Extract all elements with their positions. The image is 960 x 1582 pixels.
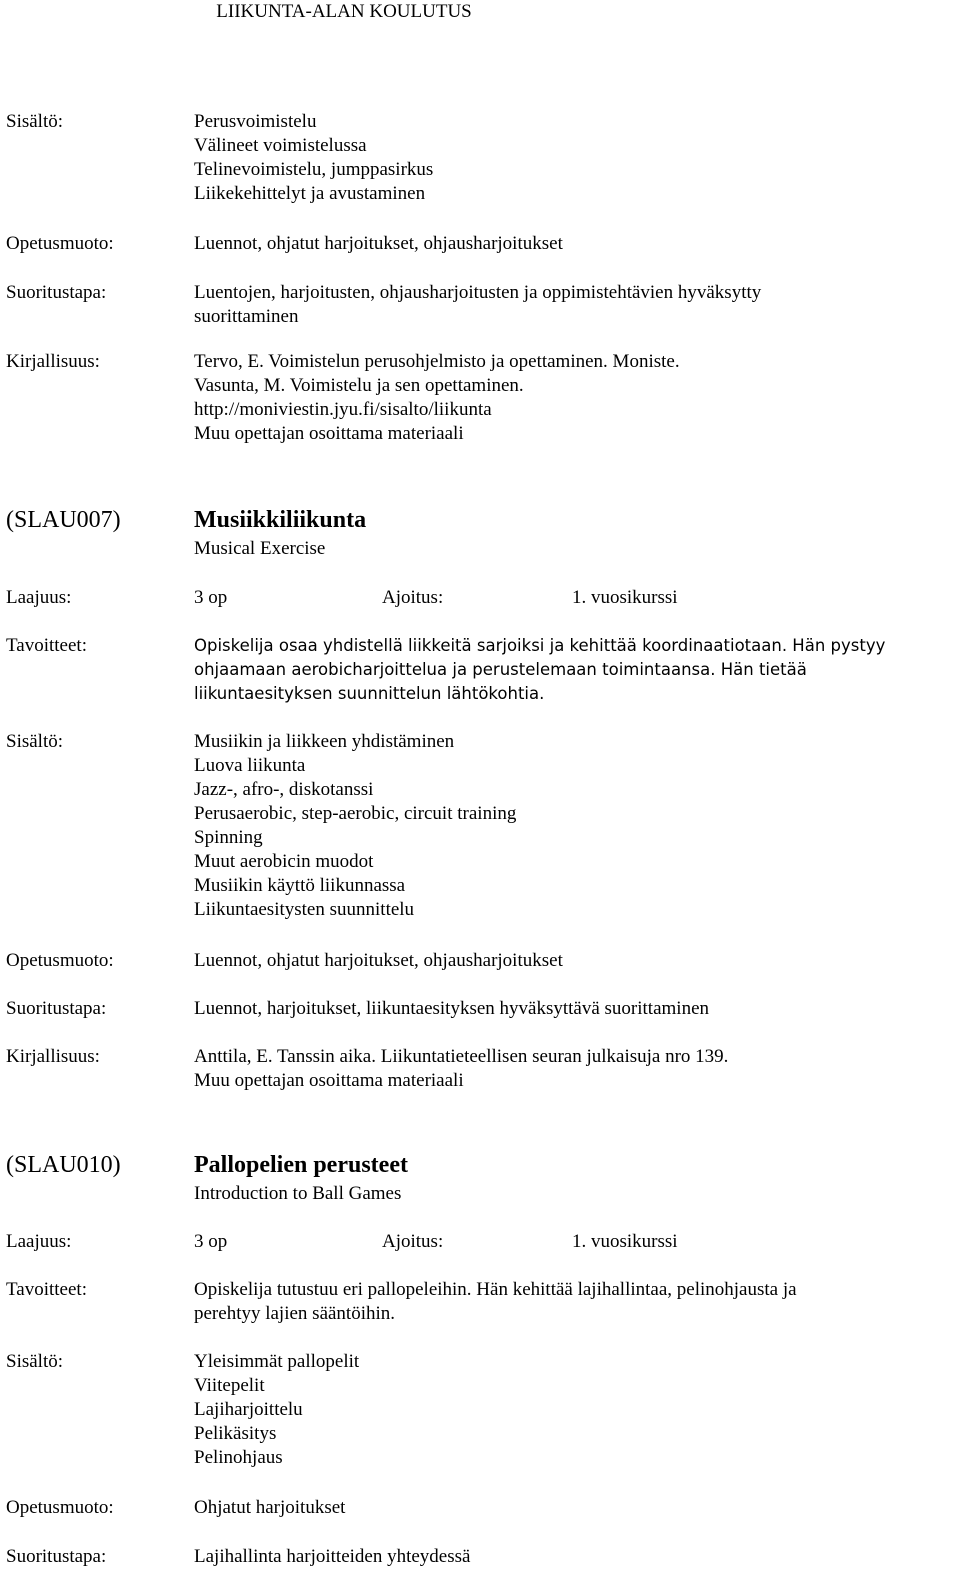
- list-item: Musiikin käyttö liikunnassa: [194, 875, 406, 896]
- list-item: Muut aerobicin muodot: [194, 851, 374, 872]
- text-line: Opiskelija tutustuu eri pallopeleihin. Hän kehittää lajihallintaa, pelinohjausta ja: [194, 1279, 797, 1300]
- text-line: perehtyy lajien sääntöihin.: [194, 1303, 396, 1324]
- sisalto-list: [194, 730, 956, 922]
- list-item: Perusvoimistelu: [194, 111, 317, 132]
- list-item: Musiikin ja liikkeen yhdistäminen: [194, 731, 455, 752]
- list-item: Liikekehittelyt ja avustaminen: [194, 183, 426, 204]
- list-item: Jazz-, afro-, diskotanssi: [194, 779, 374, 800]
- course-subtitle: Introduction to Ball Games: [194, 1183, 402, 1204]
- course-code: (SLAU007): [6, 507, 121, 533]
- tavoitteet-text: [194, 634, 956, 706]
- ajoitus-value: 1. vuosikurssi: [572, 587, 678, 608]
- ajoitus-label: Ajoitus:: [382, 587, 444, 608]
- list-item: Telinevoimistelu, jumppasirkus: [194, 159, 434, 180]
- prev-opetusmuoto-value: Luennot, ohjatut harjoitukset, ohjausharjoitukset: [194, 233, 563, 254]
- document-title: LIIKUNTA-ALAN KOULUTUS: [216, 1, 472, 22]
- list-item: Muu opettajan osoittama materiaali: [194, 423, 464, 444]
- laajuus-label: Laajuus:: [6, 587, 72, 608]
- opetusmuoto-value: Ohjatut harjoitukset: [194, 1497, 346, 1518]
- prev-sisalto-list: [194, 110, 956, 206]
- list-item: http://moniviestin.jyu.fi/sisalto/liikunta: [194, 399, 492, 420]
- list-item: Yleisimmät pallopelit: [194, 1351, 360, 1372]
- course-meta-row: [6, 586, 956, 610]
- list-item: Luova liikunta: [194, 755, 306, 776]
- course-meta-row: [6, 1230, 956, 1254]
- prev-kirjallisuus-list: [194, 350, 956, 446]
- kirjallisuus-list: [194, 1045, 956, 1093]
- sisalto-list: [194, 1350, 956, 1470]
- suoritustapa-value: Luennot, harjoitukset, liikuntaesityksen hyväksyttävä suorittaminen: [194, 998, 710, 1019]
- sisalto-label: Sisältö:: [6, 111, 64, 132]
- list-item: Pelikäsitys: [194, 1423, 277, 1444]
- list-item: Pelinohjaus: [194, 1447, 283, 1468]
- opetusmuoto-label: Opetusmuoto:: [6, 950, 114, 971]
- kirjallisuus-label: Kirjallisuus:: [6, 351, 100, 372]
- tavoitteet-text: [194, 1278, 956, 1326]
- text-line: suorittaminen: [194, 306, 299, 327]
- suoritustapa-label: Suoritustapa:: [6, 1546, 107, 1567]
- list-item: Välineet voimistelussa: [194, 135, 367, 156]
- list-item: Tervo, E. Voimistelun perusohjelmisto ja opettaminen. Moniste.: [194, 351, 680, 372]
- suoritustapa-label: Suoritustapa:: [6, 282, 107, 303]
- text-line: ohjaamaan aerobicharjoittelua ja perustelemaan toimintaansa. Hän tietää: [194, 660, 807, 679]
- opetusmuoto-label: Opetusmuoto:: [6, 1497, 114, 1518]
- list-item: Vasunta, M. Voimistelu ja sen opettaminen.: [194, 375, 524, 396]
- prev-suoritustapa-value: [194, 281, 956, 329]
- laajuus-label: Laajuus:: [6, 1231, 72, 1252]
- kirjallisuus-label: Kirjallisuus:: [6, 1046, 100, 1067]
- list-item: Spinning: [194, 827, 263, 848]
- list-item: Liikuntaesitysten suunnittelu: [194, 899, 415, 920]
- document-header: [0, 0, 960, 24]
- course-subtitle: Musical Exercise: [194, 538, 326, 559]
- list-item: Lajiharjoittelu: [194, 1399, 303, 1420]
- suoritustapa-label: Suoritustapa:: [6, 998, 107, 1019]
- course-title: Musiikkiliikunta: [194, 507, 367, 533]
- sisalto-label: Sisältö:: [6, 731, 64, 752]
- course-code: (SLAU010): [6, 1152, 121, 1178]
- opetusmuoto-value: Luennot, ohjatut harjoitukset, ohjausharjoitukset: [194, 950, 563, 971]
- tavoitteet-label: Tavoitteet:: [6, 635, 87, 656]
- laajuus-value: 3 op: [194, 1231, 228, 1252]
- list-item: Anttila, E. Tanssin aika. Liikuntatieteellisen seuran julkaisuja nro 139.: [194, 1046, 729, 1067]
- course-title: Pallopelien perusteet: [194, 1152, 408, 1178]
- tavoitteet-label: Tavoitteet:: [6, 1279, 87, 1300]
- text-line: liikuntaesityksen suunnittelun lähtökohtia.: [194, 684, 545, 703]
- list-item: Muu opettajan osoittama materiaali: [194, 1070, 464, 1091]
- text-line: Luentojen, harjoitusten, ohjausharjoitusten ja oppimistehtävien hyväksytty: [194, 282, 762, 303]
- list-item: Perusaerobic, step-aerobic, circuit training: [194, 803, 517, 824]
- text-line: Opiskelija osaa yhdistellä liikkeitä sarjoiksi ja kehittää koordinaatiotaan. Hän pystyy: [194, 636, 886, 655]
- suoritustapa-value: Lajihallinta harjoitteiden yhteydessä: [194, 1546, 471, 1567]
- ajoitus-value: 1. vuosikurssi: [572, 1231, 678, 1252]
- opetusmuoto-label: Opetusmuoto:: [6, 233, 114, 254]
- laajuus-value: 3 op: [194, 587, 228, 608]
- list-item: Viitepelit: [194, 1375, 265, 1396]
- sisalto-label: Sisältö:: [6, 1351, 64, 1372]
- ajoitus-label: Ajoitus:: [382, 1231, 444, 1252]
